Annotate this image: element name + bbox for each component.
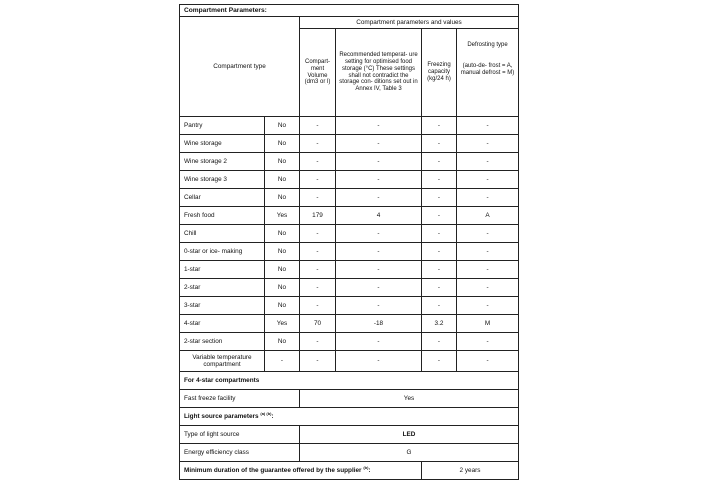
volume-value: 179 [300, 207, 336, 225]
present-value: No [265, 117, 300, 135]
freezing-value: - [422, 279, 457, 297]
volume-value: - [300, 279, 336, 297]
compartment-name: Variable temperature compartment [180, 351, 265, 372]
temperature-value: - [336, 189, 422, 207]
present-value: No [265, 135, 300, 153]
temperature-column-header: Recommended temperat- ure setting for optimised food storage (°C) These settings shall not contradict the storage con- ditions set out in Annex IV, Table 3 [336, 29, 422, 117]
compartment-row [180, 297, 519, 315]
guarantee-label-cell [180, 462, 422, 480]
light-type-row [180, 426, 519, 444]
freezing-value: - [422, 225, 457, 243]
temperature-value: - [336, 153, 422, 171]
volume-value: - [300, 117, 336, 135]
compartment-row [180, 243, 519, 261]
compartment-params-header: Compartment parameters and values [300, 17, 519, 29]
energy-class-label: Energy efficiency class [180, 444, 300, 462]
section-title-compartment-parameters: Compartment Parameters: [180, 5, 519, 17]
present-value: No [265, 261, 300, 279]
defrost-value: - [457, 279, 519, 297]
volume-value: - [300, 135, 336, 153]
present-value: No [265, 279, 300, 297]
volume-value: - [300, 189, 336, 207]
compartment-row [180, 225, 519, 243]
freezing-value: - [422, 297, 457, 315]
defrost-value: - [457, 189, 519, 207]
compartment-name: Wine storage 2 [180, 153, 265, 171]
compartment-row [180, 207, 519, 225]
volume-column-header: Compart- ment Volume (dm3 or l) [300, 29, 336, 117]
fast-freeze-row [180, 390, 519, 408]
compartment-row [180, 117, 519, 135]
temperature-value: - [336, 117, 422, 135]
compartment-type-header: Compartment type [180, 17, 300, 117]
present-value: No [265, 243, 300, 261]
guarantee-label: Minimum duration of the guarantee offered by the supplier [184, 467, 362, 475]
volume-value: 70 [300, 315, 336, 333]
compartment-name: Wine storage [180, 135, 265, 153]
defrost-value: - [457, 153, 519, 171]
freezing-value: - [422, 171, 457, 189]
light-source-title-text: Light source parameters [184, 413, 259, 421]
freezing-value: - [422, 153, 457, 171]
present-value: No [265, 171, 300, 189]
defrost-value: M [457, 315, 519, 333]
energy-class-value: G [300, 444, 519, 462]
volume-value: - [300, 171, 336, 189]
volume-value: - [300, 243, 336, 261]
present-value: No [265, 297, 300, 315]
freezing-value: - [422, 351, 457, 372]
volume-value: - [300, 351, 336, 372]
freezing-value: 3.2 [422, 315, 457, 333]
light-source-colon: : [271, 413, 274, 421]
freezing-value: - [422, 117, 457, 135]
freezing-value: - [422, 189, 457, 207]
compartment-row [180, 171, 519, 189]
volume-value: - [300, 261, 336, 279]
temperature-value: -18 [336, 315, 422, 333]
volume-value: - [300, 153, 336, 171]
volume-value: - [300, 297, 336, 315]
defrost-value: - [457, 297, 519, 315]
section-title-four-star: For 4-star compartments [180, 372, 519, 390]
compartment-name: 3-star [180, 297, 265, 315]
fast-freeze-value: Yes [300, 390, 519, 408]
defrost-value: A [457, 207, 519, 225]
freezing-value: - [422, 135, 457, 153]
present-value: - [265, 351, 300, 372]
defrost-value: - [457, 243, 519, 261]
compartment-name: Chill [180, 225, 265, 243]
light-type-label: Type of light source [180, 426, 300, 444]
defrost-value: - [457, 225, 519, 243]
defrost-value: - [457, 171, 519, 189]
compartment-row-variable [180, 351, 519, 372]
temperature-value: - [336, 225, 422, 243]
present-value: No [265, 189, 300, 207]
present-value: Yes [265, 207, 300, 225]
defrost-value: - [457, 351, 519, 372]
temperature-value: 4 [336, 207, 422, 225]
compartment-parameters-table [179, 4, 519, 480]
freezing-value: - [422, 243, 457, 261]
temperature-value: - [336, 261, 422, 279]
temperature-value: - [336, 351, 422, 372]
temperature-value: - [336, 279, 422, 297]
freezing-capacity-column-header: Freezing capacity (kg/24 h) [422, 29, 457, 117]
compartment-row [180, 135, 519, 153]
fast-freeze-label: Fast freeze facility [180, 390, 300, 408]
defrosting-type-column-header [457, 29, 519, 117]
energy-class-row [180, 444, 519, 462]
defrost-value: - [457, 333, 519, 351]
freezing-value: - [422, 261, 457, 279]
compartment-row [180, 279, 519, 297]
compartment-name: 4-star [180, 315, 265, 333]
freezing-value: - [422, 333, 457, 351]
compartment-row [180, 333, 519, 351]
present-value: Yes [265, 315, 300, 333]
light-source-footnote: (a) (b) [260, 411, 272, 417]
defrost-value: - [457, 117, 519, 135]
light-source-title-row [180, 408, 519, 426]
guarantee-row [180, 462, 519, 480]
present-value: No [265, 225, 300, 243]
temperature-value: - [336, 171, 422, 189]
freezing-value: - [422, 207, 457, 225]
temperature-value: - [336, 135, 422, 153]
compartment-name: Fresh food [180, 207, 265, 225]
compartment-row [180, 261, 519, 279]
compartment-name: 2-star section [180, 333, 265, 351]
compartment-name: 0-star or ice- making [180, 243, 265, 261]
compartment-name: 2-star [180, 279, 265, 297]
temperature-value: - [336, 333, 422, 351]
compartment-name: Cellar [180, 189, 265, 207]
compartment-row [180, 189, 519, 207]
section-title-light-source [180, 408, 519, 426]
guarantee-value: 2 years [422, 462, 519, 480]
guarantee-footnote: (b) [363, 465, 369, 471]
compartment-row [180, 315, 519, 333]
present-value: No [265, 333, 300, 351]
guarantee-colon: : [368, 467, 371, 475]
defrost-value: - [457, 261, 519, 279]
defrost-value: - [457, 135, 519, 153]
compartment-name: 1-star [180, 261, 265, 279]
light-type-value: LED [300, 426, 519, 444]
volume-value: - [300, 333, 336, 351]
defrosting-type-title: Defrosting type [467, 42, 508, 49]
compartment-name: Wine storage 3 [180, 171, 265, 189]
volume-value: - [300, 225, 336, 243]
product-information-sheet [179, 4, 518, 480]
defrosting-type-body: (auto-de- frost = A, manual defrost = M) [460, 63, 515, 76]
temperature-value: - [336, 297, 422, 315]
compartment-name: Pantry [180, 117, 265, 135]
four-star-title-row [180, 372, 519, 390]
present-value: No [265, 153, 300, 171]
temperature-value: - [336, 243, 422, 261]
compartment-row [180, 153, 519, 171]
